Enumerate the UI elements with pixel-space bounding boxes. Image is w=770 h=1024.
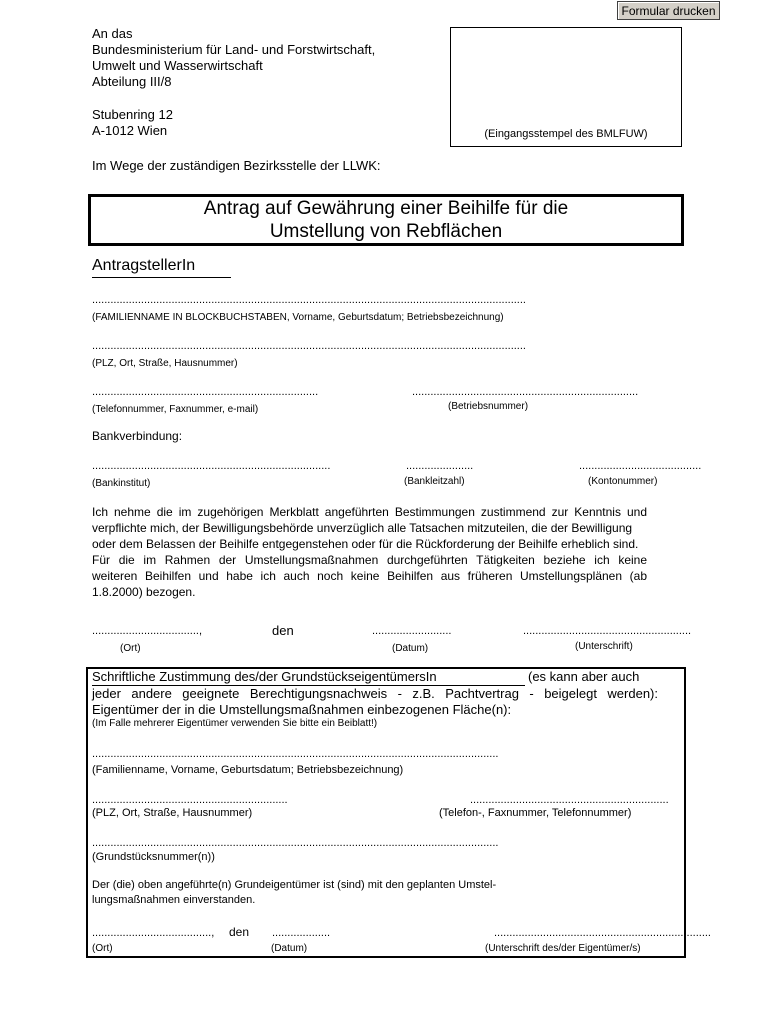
applicant-phone-field[interactable]: .......................................................................... xyxy=(92,386,319,398)
parcel-number-label: (Grundstücksnummer(n)) xyxy=(92,851,215,863)
bank-heading: Bankverbindung: xyxy=(92,429,183,443)
signature-place-label: (Ort) xyxy=(120,643,141,654)
bank-code-field[interactable]: ...................... xyxy=(406,460,474,472)
owner-name-label: (Familienname, Vorname, Geburtsdatum; Betriebsbezeichnung) xyxy=(92,764,404,776)
owner-signature-date-field[interactable]: ................... xyxy=(272,927,331,939)
recipient-line: An das xyxy=(92,26,133,41)
owner-signature-label: (Unterschrift des/der Eigentümer/s) xyxy=(485,943,641,954)
bank-institute-field[interactable]: .............................................................................. xyxy=(92,460,331,472)
owner-signature-den: den xyxy=(229,925,250,939)
owner-address-field[interactable]: ................................................................ xyxy=(92,794,288,806)
parcel-number-field[interactable]: ..................................................................................................................................... xyxy=(92,837,499,849)
consent-heading-line2: jeder andere geeignete Berechtigungsnachweis - z.B. Pachtvertrag - beigelegt werden): xyxy=(92,686,658,701)
signature-date-field[interactable]: .......................... xyxy=(372,625,452,637)
receipt-stamp-label: (Eingangsstempel des BMLFUW) xyxy=(484,128,648,140)
owner-signature-field[interactable]: ....................................................................... xyxy=(494,927,711,939)
owner-phone-label: (Telefon-, Faxnummer, Telefonnummer) xyxy=(439,807,632,819)
consent-agree-line: Der (die) oben angeführte(n) Grundeigentümer ist (sind) mit den geplanten Umstel- xyxy=(92,879,497,891)
applicant-business-no-field[interactable]: .......................................................................... xyxy=(412,386,639,398)
recipient-line: A-1012 Wien xyxy=(92,123,168,138)
signature-field[interactable]: ....................................................... xyxy=(523,625,692,637)
applicant-heading-underline xyxy=(92,277,231,278)
recipient-line: Stubenring 12 xyxy=(92,107,173,122)
print-form-button[interactable]: Formular drucken xyxy=(617,1,720,20)
account-number-field[interactable]: ........................................ xyxy=(579,460,702,472)
applicant-address-field[interactable]: .............................................................................................................................................. xyxy=(92,340,526,352)
owner-signature-date-label: (Datum) xyxy=(271,943,308,954)
owner-phone-field[interactable]: ................................................................. xyxy=(470,794,669,806)
declaration-line: weiteren Beihilfen und habe ich auch noch keine Beihilfen aus früheren Umstellungsplänen (ab xyxy=(92,569,647,583)
owner-signature-place-label: (Ort) xyxy=(92,943,113,954)
applicant-name-label: (FAMILIENNAME IN BLOCKBUCHSTABEN, Vorname, Geburtsdatum; Betriebsbezeichnung) xyxy=(92,312,504,323)
applicant-phone-label: (Telefonnummer, Faxnummer, e-mail) xyxy=(92,404,259,415)
recipient-line: Abteilung III/8 xyxy=(92,74,172,89)
consent-agree-line: lungsmaßnahmen einverstanden. xyxy=(92,894,256,906)
recipient-line: Bundesministerium für Land- und Forstwirtschaft, xyxy=(92,42,376,57)
applicant-heading: AntragstellerIn xyxy=(92,257,196,274)
route-text: Im Wege der zuständigen Bezirksstelle der LLWK: xyxy=(92,158,381,173)
consent-note: (Im Falle mehrerer Eigentümer verwenden Sie bitte ein Beiblatt!) xyxy=(92,718,378,729)
declaration-line: 1.8.2000) bezogen. xyxy=(92,585,196,599)
recipient-line: Umwelt und Wasserwirtschaft xyxy=(92,58,263,73)
bank-institute-label: (Bankinstitut) xyxy=(92,478,151,489)
receipt-stamp-box xyxy=(450,27,682,147)
signature-date-label: (Datum) xyxy=(392,643,429,654)
consent-heading-part1: Schriftliche Zustimmung des/der GrundstückseigentümersIn xyxy=(92,669,437,684)
signature-den: den xyxy=(272,623,294,638)
applicant-name-field[interactable]: .............................................................................................................................................. xyxy=(92,294,526,306)
owner-address-label: (PLZ, Ort, Straße, Hausnummer) xyxy=(92,807,253,819)
applicant-address-label: (PLZ, Ort, Straße, Hausnummer) xyxy=(92,358,238,369)
owner-signature-place-field[interactable]: ......................................., xyxy=(92,927,215,939)
signature-label: (Unterschrift) xyxy=(575,641,633,652)
signature-place-field[interactable]: ..................................., xyxy=(92,625,203,637)
account-number-label: (Kontonummer) xyxy=(588,476,658,487)
consent-heading-part2: (es kann aber auch xyxy=(528,669,640,684)
consent-heading-line3: Eigentümer der in die Umstellungsmaßnahmen einbezogenen Fläche(n): xyxy=(92,702,512,717)
declaration-line: oder dem Belassen der Beihilfe entgegenstehen oder für die Rückforderung der Beihilfe erheblich sind. xyxy=(92,537,639,551)
declaration-paragraph xyxy=(92,504,647,600)
applicant-business-no-label: (Betriebsnummer) xyxy=(448,401,529,412)
form-title-line: Umstellung von Rebflächen xyxy=(269,221,503,242)
declaration-line: verpflichte mich, der Bewilligungsbehörde unverzüglich alle Tatsachen mitzuteilen, die der Bewilligung xyxy=(92,521,633,535)
form-title-line: Antrag auf Gewährung einer Beihilfe für die xyxy=(203,198,569,219)
bank-code-label: (Bankleitzahl) xyxy=(404,476,465,487)
declaration-line: Für die im Rahmen der Umstellungsmaßnahmen durchgeführten Tätigkeiten beziehe ich keine xyxy=(92,553,647,567)
declaration-line: Ich nehme die im zugehörigen Merkblatt angeführten Bestimmungen zustimmend zur Kenntnis und xyxy=(92,505,647,519)
form-title-box xyxy=(88,194,684,246)
owner-name-field[interactable]: ..................................................................................................................................... xyxy=(92,748,499,760)
